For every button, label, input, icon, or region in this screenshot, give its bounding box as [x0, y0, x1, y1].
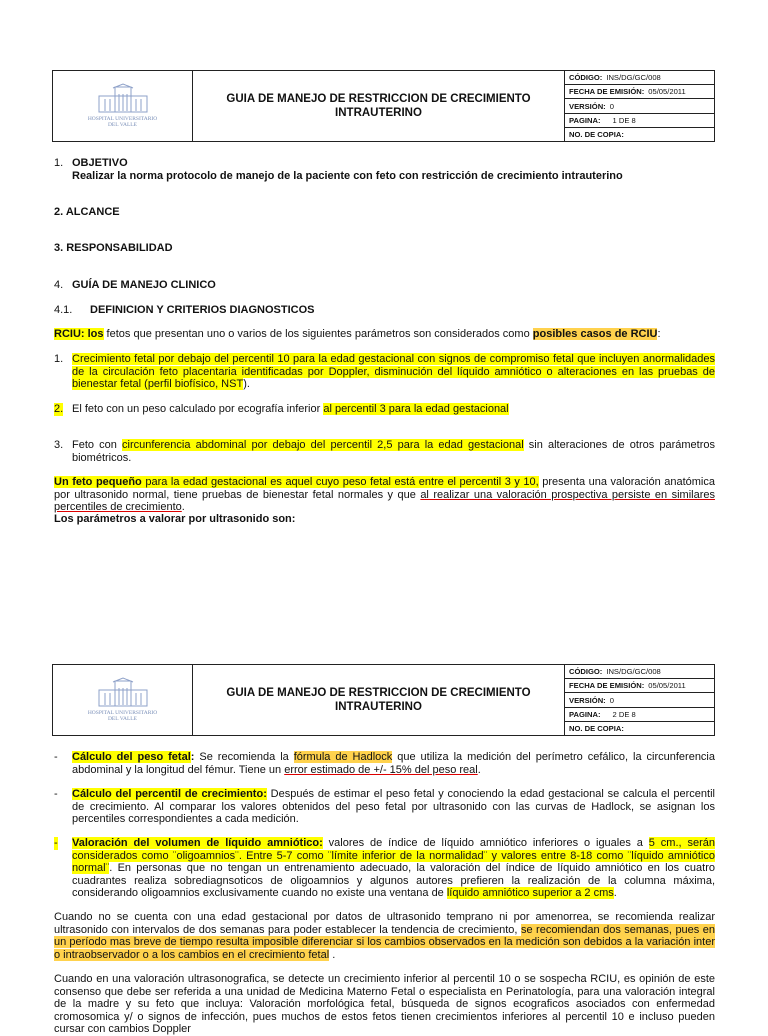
copia-label: NO. DE COPIA:: [569, 129, 624, 139]
section-number: 1.: [54, 157, 64, 169]
version-value: 0: [609, 695, 614, 705]
bullet-text: Después de estimar el peso fetal y conociendo la edad gestacional se calcula el percentil de crecimiento. Al comparar los valores obtenidos del peso fetal por ultrasonido con las curvas de Hadlock, se asignan los percentiles correspondientes a cada medición.: [72, 788, 715, 825]
list-marker: -: [54, 751, 58, 763]
list-marker: 1.: [54, 353, 64, 365]
version-row: [565, 693, 714, 707]
rciu-text: fetos que presentan uno o varios de los siguientes parámetros son considerados como: [103, 328, 533, 340]
criterion-3: [54, 439, 715, 464]
criterion-2: [54, 403, 715, 416]
bullet-text-2: . En personas que no tengan un entrenamiento adecuado, la valoración del índice de líquido amniótico en los cuatro cuadrantes realiza sobrediagnsoticos de oligoamnios y algunos autores prefieren la realización de la columna máxima, considerando oligoamnios exclusivamente cuando no existe una ventana de: [72, 862, 715, 899]
peq-text: presenta una valoración anatómica por ultrasonido normal, tiene pruebas de bienestar fetal normales y que: [54, 476, 715, 501]
bullet-percentil: [54, 788, 715, 826]
logo-text-1: HOSPITAL UNIVERSITARIO: [87, 710, 158, 716]
codigo-label: CÓDIGO:: [569, 667, 603, 677]
version-label: VERSIÓN:: [569, 695, 606, 705]
paragraph-edad-gestacional: [54, 911, 715, 961]
subsection-number: 4.1.: [54, 304, 73, 316]
bullet-highlight: fórmula de Hadlock: [293, 751, 393, 763]
section-objetivo: [54, 157, 128, 170]
copia-row: [565, 722, 714, 735]
bullet-text: valores de índice de líquido amniótico inferiores o iguales a: [322, 837, 649, 849]
paragraph-text: Cuando no se cuenta con una edad gestacional por datos de ultrasonido temprano ni por amenorrea, se recomienda realizar ultrasonido con intervalos de dos semanas para poder establecer la tendencia de crecimiento,: [54, 911, 715, 936]
section-number: 4.: [54, 279, 64, 291]
fecha-label: FECHA DE EMISIÓN:: [569, 681, 645, 691]
codigo-value: INS/DG/GC/008: [606, 667, 661, 677]
section-title: GUÍA DE MANEJO CLINICO: [72, 279, 216, 291]
hospital-building-icon: [95, 678, 151, 708]
bullet-text-2: que utiliza la medición del perímetro cefálico, la circunferencia abdominal y la longitud del fémur. Tiene un: [72, 751, 715, 776]
fecha-row: [565, 679, 714, 693]
bullet-end: .: [613, 887, 617, 899]
document-title: GUIA DE MANEJO DE RESTRICCION DE CRECIMIENTO INTRAUTERINO: [193, 71, 565, 141]
copia-label: NO. DE COPIA:: [569, 723, 624, 733]
bullet-liquido-amniotico: [54, 837, 715, 900]
fecha-label: FECHA DE EMISIÓN:: [569, 87, 645, 97]
document-metadata: [565, 71, 714, 141]
document-metadata: [565, 665, 714, 735]
codigo-row: [565, 665, 714, 679]
bullet-text: Se recomienda la: [194, 751, 294, 763]
logo-text-2: DEL VALLE: [107, 122, 138, 128]
bullet-colon: :: [190, 751, 195, 763]
bullet-term: Cálculo del peso fetal: [72, 751, 191, 763]
bullet-underline: error estimado de +/- 15% del peso real: [284, 763, 478, 776]
paragraph-end: .: [329, 948, 336, 961]
section-alcance: 2. ALCANCE: [54, 206, 120, 218]
pagina-row: [565, 114, 714, 128]
bullet-term: Cálculo del percentil de crecimiento:: [72, 788, 267, 800]
criterion-text: Crecimiento fetal por debajo del percentil 10 para la edad gestacional con signos de compromiso fetal que incluyen anormalidades de la circulación feto placentaria identificadas por Doppler, disminución del líquido amniótico o alteraciones en las pruebas de bienestar fetal (perfil biofísico, NST: [72, 353, 715, 390]
document-header-page-1: [52, 70, 715, 142]
section-guia: [54, 279, 216, 292]
paragraph-highlight: se recomiendan dos semanas, pues en un período mas breve de tiempo resulta imposible diferenciar si los cambios observados en la medición son debidos a la variación inter o intraobservador o a los cambios en el crecimiento fetal: [54, 923, 715, 961]
bullet-highlight: 5 cm., serán considerados como ¨oligoamnios¨. Entre 5-7 como ¨límite inferior de la normalidad¨ y valores entre 8-18 como ¨líquido amniótico normal¨: [72, 837, 715, 874]
peq-term: Un feto pequeño: [54, 476, 142, 488]
fecha-row: [565, 85, 714, 99]
feto-pequeno-definition: [54, 476, 715, 514]
parametros-heading: Los parámetros a valorar por ultrasonido son:: [54, 513, 296, 525]
document-header-page-2: [52, 664, 715, 736]
pagina-label: PAGINA:: [569, 115, 601, 125]
codigo-row: [565, 71, 714, 85]
version-row: [565, 99, 714, 113]
logo-caption: [88, 116, 157, 128]
version-label: VERSIÓN:: [569, 101, 606, 111]
peq-end: .: [181, 501, 185, 513]
bullet-highlight-2: líquido amniótico superior a 2 cms: [446, 887, 614, 899]
hospital-logo: [53, 71, 193, 141]
fecha-value: 05/05/2011: [648, 87, 686, 97]
section-title: OBJETIVO: [72, 157, 128, 169]
version-value: 0: [609, 101, 614, 111]
bullet-peso-fetal: [54, 751, 715, 776]
document-title: GUIA DE MANEJO DE RESTRICCION DE CRECIMIENTO INTRAUTERINO: [193, 665, 565, 735]
logo-caption: [88, 710, 157, 722]
criterion-text: Feto con: [72, 439, 122, 451]
criterion-highlight: al percentil 3 para la edad gestacional: [323, 403, 509, 415]
peq-underline: al realizar una valoración prospectiva persiste en similares percentiles de crecimiento: [54, 488, 715, 513]
logo-text-2: DEL VALLE: [107, 716, 138, 722]
paragraph-valoracion: Cuando en una valoración ultrasonografica, se detecte un crecimiento inferior al percentil 10 o se sospecha RCIU, es opinión de este consenso que debe ser referida a una unidad de Medicina Materno Fetal o especialista en Perinatología, para una valoración integral de la madre y su feto que incluya: Valoración morfológica fetal, búsqueda de signos ecograficos asociados con enfermedad cromosomica y/ o signos de infección, pues muchos de estos fetos tienen crecimientos inferiores al percentil 10 e incluso pueden cursar con cambios Doppler: [54, 973, 715, 1035]
peq-highlight: para la edad gestacional es aquel cuyo peso fetal está entre el percentil 3 y 10,: [141, 476, 539, 488]
pagina-label: PAGINA:: [569, 709, 601, 719]
criterion-tail: sin alteraciones de otros parámetros biométricos.: [72, 439, 715, 464]
rciu-highlight: posibles casos de RCIU: [532, 328, 658, 340]
criterion-text: El feto con un peso calculado por ecografía inferior: [72, 403, 324, 415]
hospital-building-icon: [95, 84, 151, 114]
section-responsabilidad: 3. RESPONSABILIDAD: [54, 242, 173, 254]
subsection-title: DEFINICION Y CRITERIOS DIAGNOSTICOS: [90, 304, 315, 316]
logo-text-1: HOSPITAL UNIVERSITARIO: [87, 116, 158, 122]
pagina-row: [565, 708, 714, 722]
rciu-colon: :: [657, 328, 661, 340]
criterion-highlight: circunferencia abdominal por debajo del percentil 2,5 para la edad gestacional: [122, 439, 524, 451]
fecha-value: 05/05/2011: [648, 681, 686, 691]
list-marker: 3.: [54, 439, 64, 451]
hospital-logo: [53, 665, 193, 735]
subsection-definicion: [54, 304, 315, 317]
criterion-1: [54, 353, 715, 391]
pagina-value: 1 DE 8: [612, 115, 636, 125]
pagina-value: 2 DE 8: [612, 709, 636, 719]
list-marker: -: [54, 837, 58, 849]
list-marker: -: [54, 788, 58, 800]
objetivo-text: Realizar la norma protocolo de manejo de la paciente con feto con restricción de crecimiento intrauterino: [72, 170, 623, 182]
rciu-term: RCIU: los: [54, 328, 104, 340]
copia-row: [565, 128, 714, 141]
codigo-value: INS/DG/GC/008: [606, 73, 661, 83]
criterion-end: ).: [243, 378, 250, 390]
list-marker: 2.: [54, 403, 64, 415]
bullet-end: .: [477, 763, 481, 776]
bullet-term: Valoración del volumen de líquido amniótico:: [72, 837, 323, 849]
rciu-definition: [54, 328, 715, 341]
codigo-label: CÓDIGO:: [569, 73, 603, 83]
